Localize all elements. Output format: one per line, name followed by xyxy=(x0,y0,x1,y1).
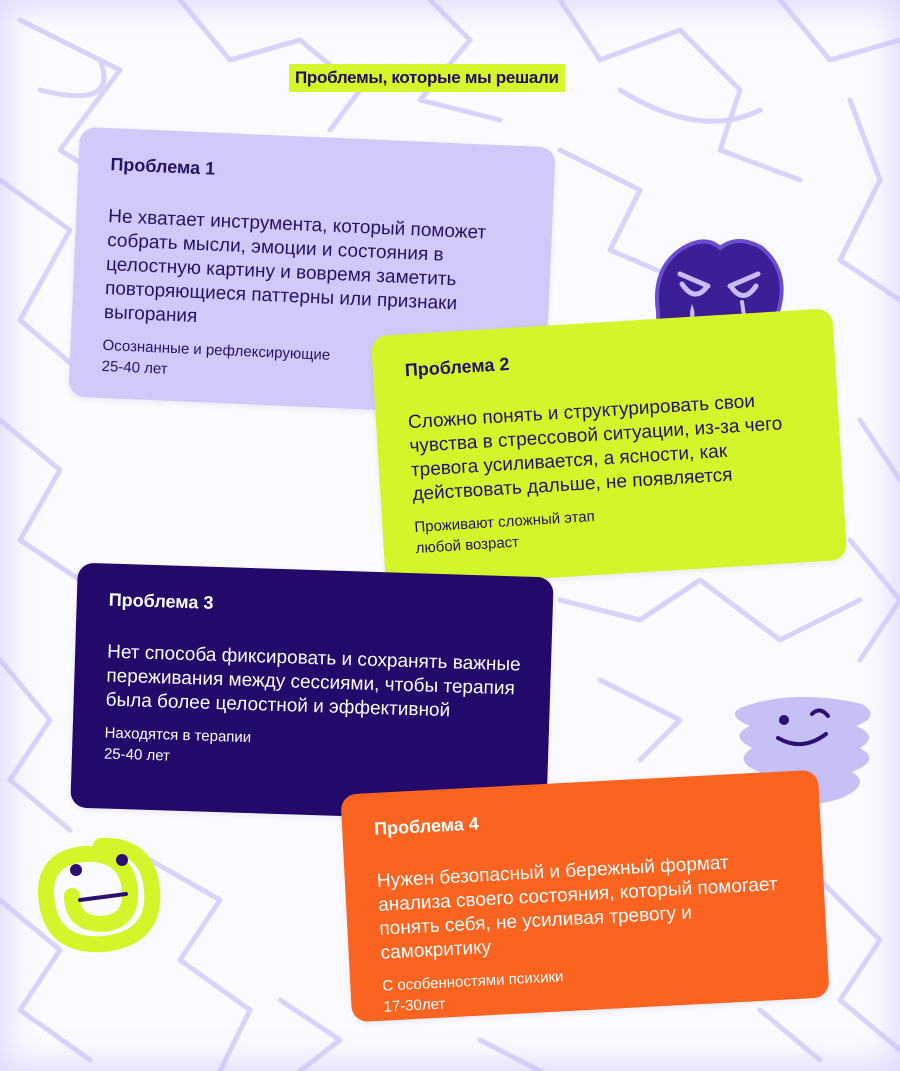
problem-card-3-age: 25-40 лет xyxy=(103,745,171,765)
problem-card-2-text: Сложно понять и структурировать свои чувства в стрессовой ситуации, из-за чего тревога усиливается, а ясности, как действовать дальше, не появляется xyxy=(407,391,783,506)
problem-card-2 xyxy=(371,308,848,588)
problem-card-2-age: любой возраст xyxy=(415,533,520,557)
problem-card-1-age: 25-40 лет xyxy=(101,357,168,378)
page-title: Проблемы, которые мы решали xyxy=(289,64,565,92)
problem-card-4 xyxy=(340,770,829,1023)
problem-card-4-audience: С особенностями психики xyxy=(381,968,564,995)
problem-card-3-heading: Проблема 3 xyxy=(108,589,214,613)
problem-card-4-text: Нужен безопасный и бережный формат анализа своего состояния, который помогает понять себя, не усиливая тревогу и самокритику xyxy=(376,852,779,964)
problem-card-3 xyxy=(70,563,553,823)
problem-card-1-text: Не хватает инструмента, который поможет собрать мысли, эмоции и состояния в целостную картину и вовремя заметить повторяющиеся паттерны или признаки выгорания xyxy=(103,206,487,328)
problem-card-1-heading: Проблема 1 xyxy=(110,154,216,179)
problem-card-2-heading: Проблема 2 xyxy=(404,353,510,381)
problem-card-1-audience: Осознанные и рефлексирующие xyxy=(102,336,331,364)
problem-card-3-audience: Находятся в терапии xyxy=(104,724,252,747)
problem-card-2-audience: Проживают сложный этап xyxy=(413,508,596,537)
problem-card-3-text: Нет способа фиксировать и сохранять важные переживания между сессиями, чтобы терапия была более целостной и эффективной xyxy=(105,641,521,722)
problem-card-4-age: 17-30лет xyxy=(383,995,446,1016)
spiral-face-sticker xyxy=(26,818,176,968)
problem-card-4-heading: Проблема 4 xyxy=(373,813,480,839)
